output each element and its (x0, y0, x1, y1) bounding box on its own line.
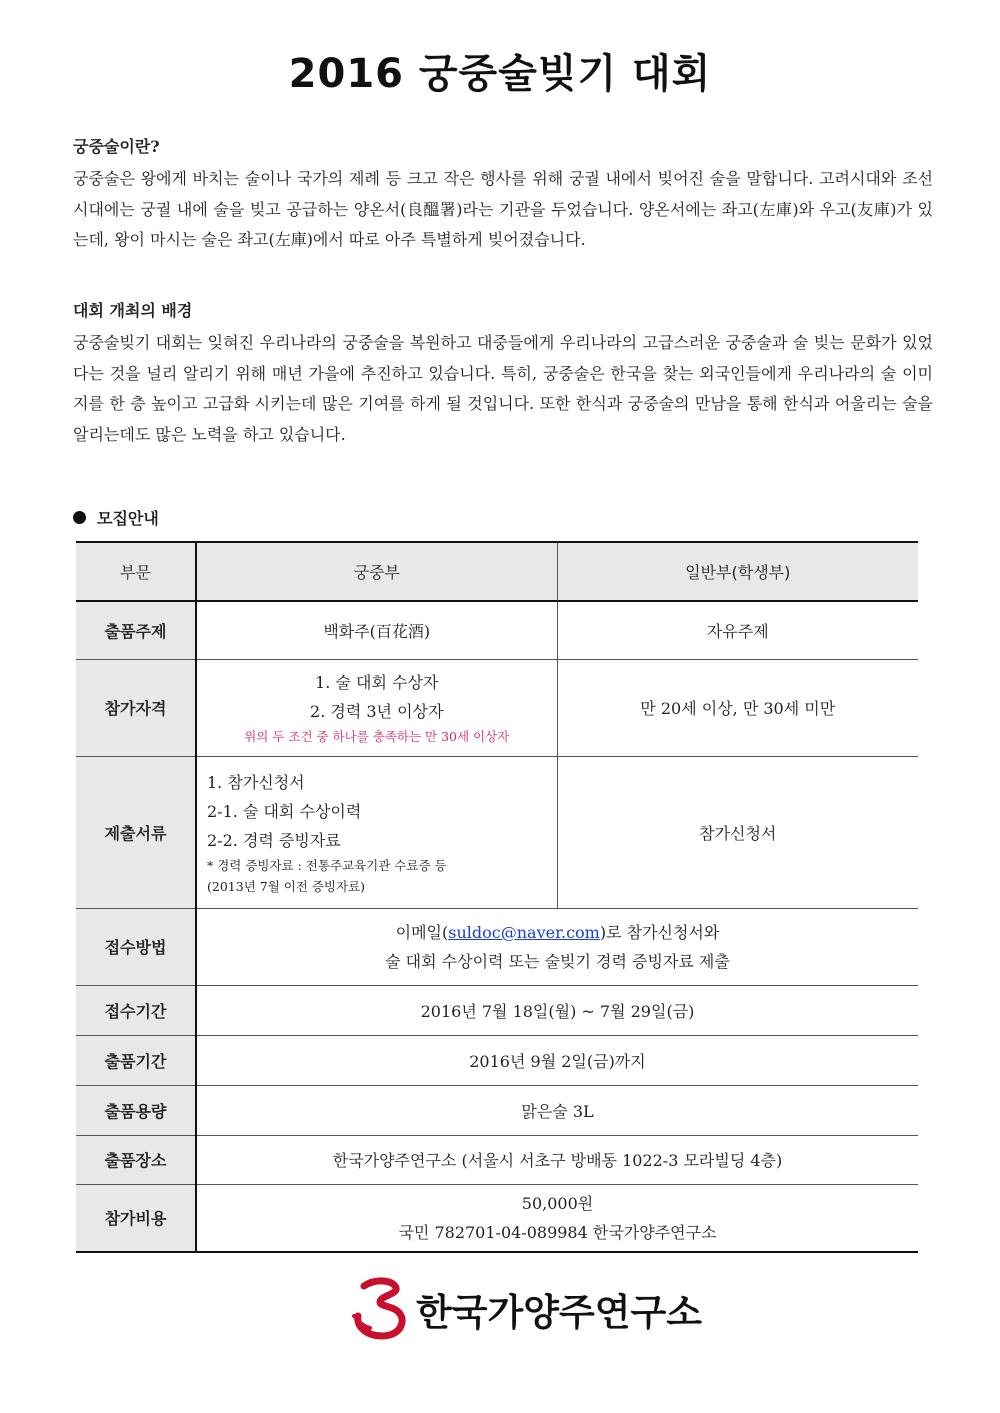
table-row (76, 985, 918, 1035)
organization-logo (350, 1276, 702, 1342)
section-what-is-royal-liquor (73, 136, 933, 256)
row-label: 참가비용 (76, 1184, 196, 1252)
table-cell (196, 659, 557, 756)
column-header-royal: 궁중부 (196, 542, 557, 601)
row-label: 제출서류 (76, 756, 196, 908)
column-header-general: 일반부(학생부) (557, 542, 918, 601)
cell-line: 1. 참가신청서 (207, 772, 305, 792)
eligibility-note: 위의 두 조건 중 하나를 충족하는 만 30세 이상자 (244, 728, 510, 744)
method-suffix: )로 참가신청서와 (599, 922, 720, 942)
row-label: 접수방법 (76, 908, 196, 985)
cell-line (205, 918, 910, 947)
row-label: 참가자격 (76, 659, 196, 756)
cell-line: 50,000원 (521, 1193, 594, 1213)
method-prefix: 이메일( (395, 922, 449, 942)
recruitment-table (76, 541, 918, 1253)
table-row (76, 908, 918, 985)
table-row (76, 601, 918, 659)
section-body: 궁중술은 왕에게 바치는 술이나 국가의 제례 등 크고 작은 행사를 위해 궁궐 내에서 빚어진 술을 말합니다. 고려시대와 조선시대에는 궁궐 내에 술을 빚고 공급하는 양온서(良醞署)라는 기관을 두었습니다. 양온서에는 좌고(左庫)와 우고(友庫)가 있는데, 왕이 마시는 술은 좌고(左庫)에서 따로 아주 특별하게 빚어졌습니다. (73, 169, 933, 249)
table-cell (196, 1184, 918, 1252)
cell-line: 2-2. 경력 증빙자료 (207, 830, 341, 850)
table-cell: 자유주제 (557, 601, 918, 659)
row-label: 접수기간 (76, 985, 196, 1035)
row-label: 출품기간 (76, 1035, 196, 1085)
email-link[interactable]: suldoc@naver.com (448, 922, 600, 942)
table-cell: 2016년 9월 2일(금)까지 (196, 1035, 918, 1085)
section-body: 궁중술빚기 대회는 잊혀진 우리나라의 궁중술을 복원하고 대중들에게 우리나라의 고급스러운 궁중술과 술 빚는 문화가 있었다는 것을 널리 알리기 위해 매년 가을에 추진하고 있습니다. 특히, 궁중술은 한국을 찾는 외국인들에게 우리나라의 술 이미지를 한 층 높이고 고급화 시키는데 많은 기여를 하게 될 것입니다. 또한 한식과 궁중술의 만남을 통해 한식과 어울리는 술을 알리는데도 많은 노력을 하고 있습니다. (73, 333, 933, 444)
recruit-heading-text: 모집안내 (97, 509, 159, 528)
recruit-heading (73, 506, 159, 529)
cell-note: * 경력 증빙자료 : 전통주교육기관 수료증 등 (207, 857, 447, 873)
table-cell: 만 20세 이상, 만 30세 미만 (557, 659, 918, 756)
table-row (76, 659, 918, 756)
row-label: 출품용량 (76, 1085, 196, 1135)
row-label: 출품주제 (76, 601, 196, 659)
cell-line: 국민 782701-04-089984 한국가양주연구소 (398, 1222, 717, 1242)
cell-line: 2. 경력 3년 이상자 (310, 701, 444, 721)
logo-text: 한국가양주연구소 (416, 1291, 702, 1334)
table-cell: 백화주(百花酒) (196, 601, 557, 659)
section-heading: 궁중술이란? (73, 137, 160, 156)
table-cell (196, 908, 918, 985)
section-heading: 대회 개최의 배경 (73, 301, 193, 320)
table-cell: 맑은술 3L (196, 1085, 918, 1135)
row-label: 출품장소 (76, 1135, 196, 1184)
section-background (73, 300, 933, 450)
table-row (76, 1085, 918, 1135)
table-cell (196, 756, 557, 908)
cell-line: 1. 술 대회 수상자 (315, 672, 439, 692)
table-row (76, 542, 918, 601)
bullet-icon (73, 511, 86, 524)
cell-line: 술 대회 수상이력 또는 술빚기 경력 증빙자료 제출 (385, 951, 730, 971)
cell-line: 2-1. 술 대회 수상이력 (207, 801, 362, 821)
page-title: 2016 궁중술빚기 대회 (288, 51, 712, 97)
row-label: 부문 (76, 542, 196, 601)
table-cell: 2016년 7월 18일(월) ~ 7월 29일(금) (196, 985, 918, 1035)
logo-mark-icon (350, 1276, 412, 1342)
table-cell: 참가신청서 (557, 756, 918, 908)
table-cell: 한국가양주연구소 (서울시 서초구 방배동 1022-3 모라빌딩 4층) (196, 1135, 918, 1184)
table-row (76, 1035, 918, 1085)
table-row (76, 756, 918, 908)
table-row (76, 1135, 918, 1184)
table-row (76, 1184, 918, 1252)
cell-note: (2013년 7월 이전 증빙자료) (207, 878, 366, 894)
